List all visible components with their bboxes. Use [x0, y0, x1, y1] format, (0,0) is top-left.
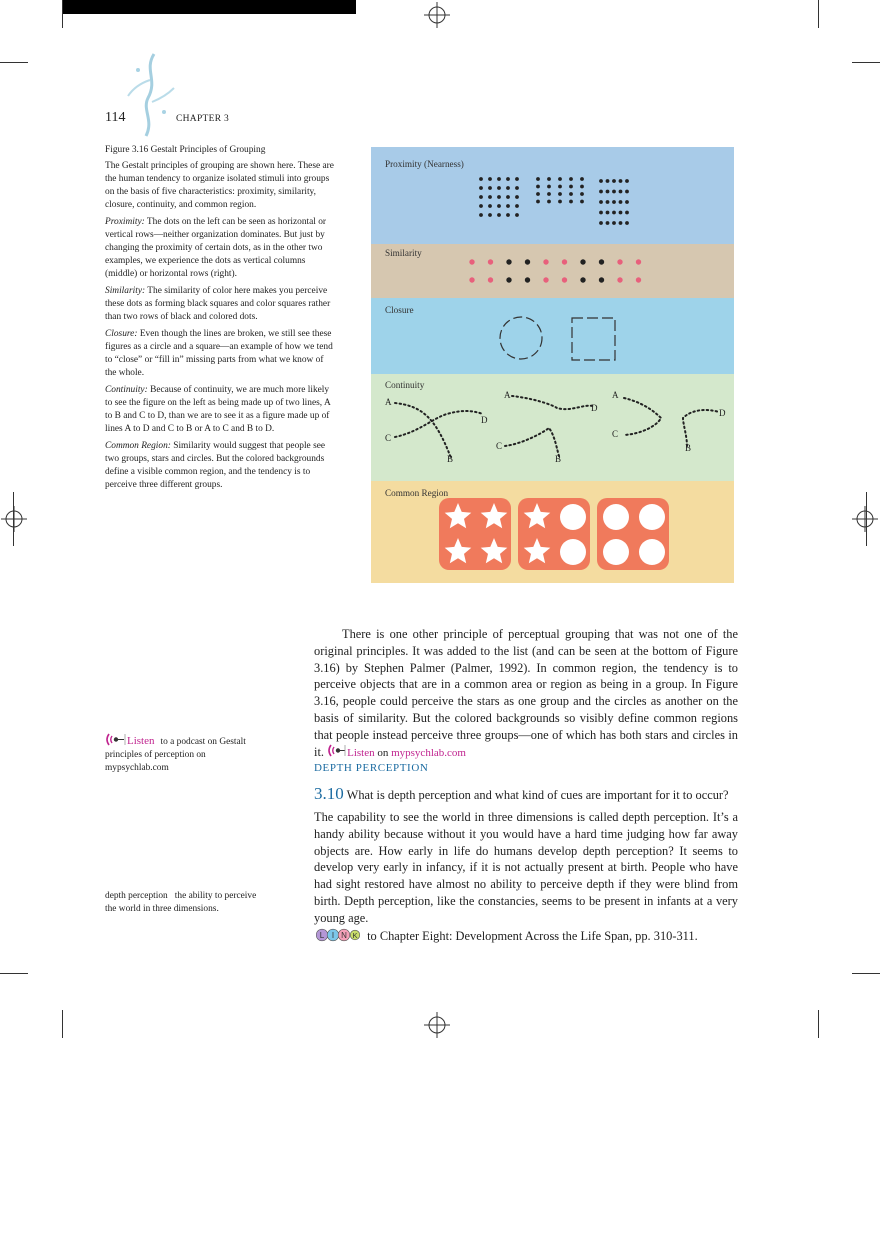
- proximity-dot: [536, 185, 540, 189]
- similarity-dot: [580, 259, 585, 264]
- proximity-dot: [536, 192, 540, 196]
- proximity-dot: [599, 211, 603, 215]
- panel-similarity: [371, 244, 734, 298]
- proximity-dot: [558, 200, 562, 204]
- chapter-label: CHAPTER 3: [176, 114, 230, 124]
- figure-caption: [105, 160, 335, 492]
- proximity-dot: [625, 200, 629, 204]
- proximity-dot: [612, 179, 616, 183]
- similarity-dot: [469, 277, 474, 282]
- proximity-dot: [619, 190, 623, 194]
- glossary-definition: the ability to perceive the world in three dimensions.: [105, 891, 257, 914]
- podcast-listen-icon: [105, 733, 127, 746]
- printer-color-bar: [62, 0, 356, 14]
- similarity-dot: [488, 259, 493, 264]
- proximity-dot: [599, 190, 603, 194]
- line-b-d: [683, 410, 719, 446]
- link-letter: L: [319, 930, 325, 940]
- proximity-dot: [515, 204, 519, 208]
- link-letter: N: [341, 930, 347, 940]
- proximity-dot: [612, 200, 616, 204]
- similarity-dot: [543, 277, 548, 282]
- proximity-dot: [515, 213, 519, 217]
- circle-shape: [603, 539, 629, 565]
- panel-common-region: [371, 481, 734, 583]
- proximity-dot: [619, 200, 623, 204]
- caption-closure: [105, 328, 335, 380]
- page-number: 114: [105, 110, 126, 125]
- letter-c: C: [612, 429, 619, 439]
- letter-d: D: [481, 415, 488, 425]
- proximity-dot: [506, 204, 510, 208]
- panel-label: Closure: [385, 305, 414, 315]
- similarity-dot: [617, 277, 622, 282]
- similarity-dot: [525, 259, 530, 264]
- letter-c: C: [496, 441, 503, 451]
- proximity-dot: [488, 186, 492, 190]
- registration-mark-icon: [852, 506, 878, 532]
- proximity-dot: [569, 177, 573, 181]
- similarity-dot: [469, 259, 474, 264]
- proximity-dot: [599, 221, 603, 225]
- proximity-dot: [497, 177, 501, 181]
- registration-mark-icon: [1, 506, 27, 532]
- learning-objective: [314, 786, 738, 804]
- proximity-dot: [606, 200, 610, 204]
- proximity-grid-left: [479, 177, 629, 225]
- similarity-dot: [599, 277, 604, 282]
- panel-label: Continuity: [385, 380, 425, 390]
- crop-mark: [62, 0, 63, 28]
- circle-shape: [603, 504, 629, 530]
- crop-mark: [0, 973, 28, 974]
- sidebar-listen-text: to a podcast on Gestalt principles of perception on mypsychlab.com: [105, 737, 246, 773]
- caption-text: Even though the lines are broken, we still see these figures as a circle and a square—an example of how we tend to “close” or “fill in” missing parts from what we know of the whole.: [105, 329, 333, 378]
- proximity-dot: [569, 192, 573, 196]
- figure-caption-title: Figure 3.16 Gestalt Principles of Grouping: [105, 145, 266, 155]
- proximity-dot: [479, 204, 483, 208]
- similarity-dot: [543, 259, 548, 264]
- link-letter: I: [331, 930, 335, 940]
- proximity-dot: [558, 192, 562, 196]
- similarity-dot: [562, 259, 567, 264]
- caption-term: Similarity:: [105, 286, 146, 296]
- line-a-d: [512, 396, 593, 409]
- crop-mark: [818, 0, 819, 28]
- caption-continuity: [105, 384, 335, 436]
- proximity-dot: [625, 179, 629, 183]
- panel-continuity: [371, 374, 734, 481]
- proximity-dot: [488, 213, 492, 217]
- proximity-dot: [488, 195, 492, 199]
- proximity-dot: [569, 200, 573, 204]
- proximity-dot: [599, 179, 603, 183]
- proximity-dot: [506, 177, 510, 181]
- closure-shapes: [491, 314, 631, 364]
- similarity-dot: [488, 277, 493, 282]
- circle-shape: [639, 504, 665, 530]
- proximity-dot: [625, 221, 629, 225]
- caption-proximity: [105, 216, 335, 281]
- proximity-dot: [612, 221, 616, 225]
- crop-mark: [866, 492, 867, 546]
- caption-term: Proximity:: [105, 217, 145, 227]
- sidebar-listen-note: [105, 733, 265, 775]
- proximity-dot: [488, 204, 492, 208]
- proximity-dot: [506, 213, 510, 217]
- proximity-dot: [506, 195, 510, 199]
- letter-a: A: [612, 390, 619, 400]
- proximity-dot: [606, 211, 610, 215]
- proximity-dot: [606, 221, 610, 225]
- objective-number: 3.10: [314, 784, 344, 803]
- letter-b: B: [555, 454, 562, 464]
- caption-term: Continuity:: [105, 385, 148, 395]
- caption-text: The dots on the left can be seen as horizontal or vertical rows—neither organization dominates. But just by changing the proximity of certain dots, as in the other two examples, we experience the dots as vertical columns (middle) or horizontal rows (right).: [105, 217, 327, 279]
- paragraph-text: The capability to see the world in three dimensions is called depth perception. It’s a handy ability because without it you would have a hard time judging how far away objects are. How early in life do humans develop depth perception? It seems to develop very early in infancy, if it is not actually present at birth. People who have had sight restored have almost no ability to perceive depth if they were blind from birth. Depth perception, like the constancies, seems to be present in infants at a very young age.: [314, 810, 738, 925]
- proximity-dot: [479, 213, 483, 217]
- proximity-dot: [506, 186, 510, 190]
- proximity-dot: [612, 211, 616, 215]
- continuity-lines: [371, 374, 734, 481]
- similarity-dot: [506, 259, 511, 264]
- link-badge-icon[interactable]: [316, 928, 360, 947]
- caption-term: Common Region:: [105, 441, 171, 451]
- mypsychlab-link[interactable]: mypsychlab.com: [391, 746, 466, 759]
- crop-mark: [13, 492, 14, 546]
- proximity-dot: [497, 213, 501, 217]
- caption-term: Closure:: [105, 329, 138, 339]
- similarity-dot: [580, 277, 585, 282]
- podcast-listen-icon: [327, 744, 347, 757]
- similarity-dot: [599, 259, 604, 264]
- circle-shape: [560, 504, 586, 530]
- line-a-c: [624, 398, 661, 435]
- proximity-dot: [547, 192, 551, 196]
- listen-on-text: on: [374, 746, 392, 759]
- letter-d: D: [719, 408, 726, 418]
- broken-circle: [500, 317, 542, 359]
- caption-text: The similarity of color here makes you perceive these dots as forming black squares and color squares rather than two rows of black and colored dots.: [105, 286, 331, 322]
- panel-label: Common Region: [385, 488, 449, 498]
- registration-mark-icon: [424, 1012, 450, 1038]
- similarity-dot: [636, 277, 641, 282]
- proximity-dot: [515, 186, 519, 190]
- section-heading: DEPTH PERCEPTION: [314, 762, 429, 774]
- proximity-dot: [515, 195, 519, 199]
- proximity-dot: [547, 200, 551, 204]
- sidebar-listen-link[interactable]: Listen: [127, 735, 155, 747]
- registration-mark-icon: [424, 2, 450, 28]
- crop-mark: [62, 1010, 63, 1038]
- common-region-boxes: [437, 496, 673, 572]
- link-chapter-reference[interactable]: to Chapter Eight: Development Across the Life Span, pp. 310-311.: [367, 928, 698, 943]
- similarity-dot: [562, 277, 567, 282]
- proximity-dot: [580, 200, 584, 204]
- panel-proximity: [371, 147, 734, 244]
- glossary-term: depth perception: [105, 891, 168, 901]
- proximity-dot: [488, 177, 492, 181]
- proximity-dot: [558, 185, 562, 189]
- proximity-dot: [580, 177, 584, 181]
- caption-similarity: [105, 285, 335, 324]
- proximity-dot: [606, 190, 610, 194]
- crop-mark: [852, 62, 880, 63]
- crop-mark: [818, 1010, 819, 1038]
- proximity-dot: [479, 186, 483, 190]
- panel-closure: [371, 298, 734, 374]
- body-paragraph-depth: [314, 809, 738, 946]
- broken-square: [572, 318, 615, 360]
- proximity-dot: [547, 185, 551, 189]
- proximity-dot: [625, 211, 629, 215]
- similarity-dot: [525, 277, 530, 282]
- similarity-dots: [466, 256, 646, 288]
- proximity-dot: [497, 195, 501, 199]
- proximity-dot: [580, 185, 584, 189]
- panel-label: Similarity: [385, 248, 422, 258]
- paragraph-text: There is one other principle of perceptual grouping that was not one of the original principles. It was added to the list (and can be seen at the bottom of Figure 3.16) by Stephen Palmer (Palmer, 1992). In common region, the tendency is to perceive objects that are in a common area or region as being in a group. In Figure 3.16, people could perceive the stars as one group and the circles as another on the basis of similarity. But the colored backgrounds so visibly define common regions that people instead perceive three groups—one of which has both stars and circles in it.: [314, 627, 738, 759]
- proximity-dot: [497, 186, 501, 190]
- glossary-entry: [105, 890, 265, 916]
- line-c-b: [505, 428, 559, 456]
- crop-mark: [0, 62, 28, 63]
- caption-text: Similarity would suggest that people see two groups, stars and circles. But the colored backgrounds define a visible common region, and the tendency is to perceive three different groups.: [105, 441, 326, 490]
- proximity-dot: [479, 177, 483, 181]
- body-paragraph-common-region: [314, 626, 738, 761]
- proximity-dot: [580, 192, 584, 196]
- caption-text: Because of continuity, we are much more likely to see the figure on the left as being made up of two lines, A to B and C to D, than we are to see it as a figure made up of lines A to D and C to B or A to C and B to D.: [105, 385, 331, 434]
- proximity-dot: [612, 190, 616, 194]
- proximity-dot: [558, 177, 562, 181]
- link-letter: K: [352, 930, 358, 940]
- proximity-dot: [619, 211, 623, 215]
- proximity-dot: [536, 200, 540, 204]
- proximity-dot: [625, 190, 629, 194]
- circle-shape: [639, 539, 665, 565]
- similarity-dot: [506, 277, 511, 282]
- line-a-b: [395, 403, 451, 458]
- objective-question: What is depth perception and what kind of cues are important for it to occur?: [346, 788, 729, 802]
- letter-a: A: [504, 390, 511, 400]
- proximity-dot: [606, 179, 610, 183]
- letter-c: C: [385, 433, 392, 443]
- proximity-dot: [619, 221, 623, 225]
- panel-label: Proximity (Nearness): [385, 159, 464, 169]
- crop-mark: [852, 973, 880, 974]
- similarity-dot: [617, 259, 622, 264]
- caption-intro: The Gestalt principles of grouping are shown here. These are the human tendency to organize isolated stimuli into groups on the basis of five characteristics: proximity, similarity, closure, continuity, and common region.: [105, 161, 334, 210]
- letter-a: A: [385, 397, 392, 407]
- proximity-dot: [515, 177, 519, 181]
- proximity-dot: [536, 177, 540, 181]
- proximity-dot: [479, 195, 483, 199]
- proximity-dot: [569, 185, 573, 189]
- letter-b: B: [685, 443, 692, 453]
- proximity-dot: [619, 179, 623, 183]
- water-splash-icon: [124, 50, 176, 138]
- similarity-dot: [636, 259, 641, 264]
- caption-common-region: [105, 440, 335, 492]
- listen-link[interactable]: Listen: [347, 746, 375, 759]
- letter-b: B: [447, 454, 454, 464]
- proximity-dot: [599, 200, 603, 204]
- circle-shape: [560, 539, 586, 565]
- proximity-dot: [497, 204, 501, 208]
- proximity-dots: [471, 175, 641, 237]
- letter-d: D: [591, 403, 598, 413]
- proximity-dot: [547, 177, 551, 181]
